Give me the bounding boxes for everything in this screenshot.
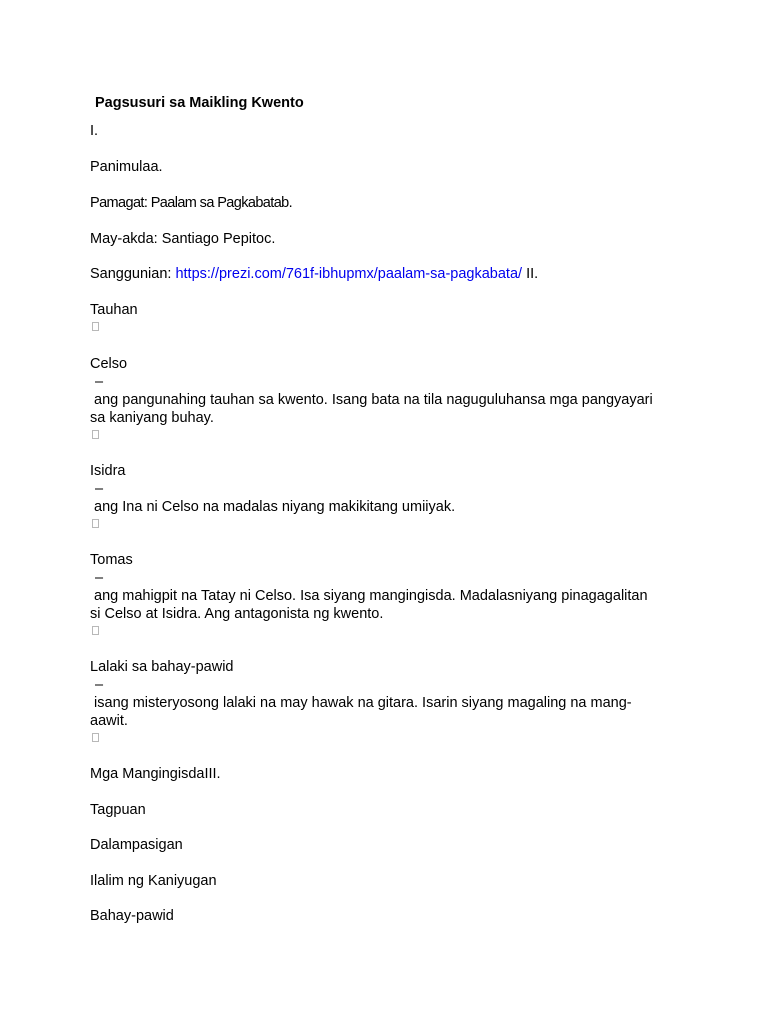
character-name-celso: Celso	[90, 356, 128, 372]
character-desc-lalaki-text1: isang misteryosong lalaki na may hawak na gitara. Isarin siyang magaling na mang-	[94, 695, 632, 711]
section-number-one: I.	[90, 123, 99, 139]
setting-item: Bahay-pawid	[90, 908, 174, 924]
story-title-line: Pamagat: Paalam sa Pagkabatab.	[90, 195, 293, 211]
character-desc-lalaki-line2: aawit.	[90, 713, 128, 729]
bullet-box-icon	[92, 733, 99, 742]
dash: –	[95, 570, 104, 586]
setting-item: Ilalim ng Kaniyugan	[90, 873, 217, 889]
character-desc-tomas-text1: ang mahigpit na Tatay ni Celso. Isa siyang mangingisda. Madalasniyang pinagagalitan	[94, 588, 648, 604]
bullet-box-icon	[92, 519, 99, 528]
source-line	[90, 265, 538, 283]
fishermen-line: Mga MangingisdaIII.	[90, 766, 221, 782]
bullet-box-icon	[92, 430, 99, 439]
intro-heading: Panimulaa.	[90, 159, 163, 175]
character-desc-celso-line2: sa kaniyang buhay.	[90, 410, 214, 426]
character-name-isidra: Isidra	[90, 463, 126, 479]
setting-item: Dalampasigan	[90, 837, 183, 853]
character-desc-isidra-text1: ang Ina ni Celso na madalas niyang makikitang umiiyak.	[94, 499, 456, 515]
setting-heading: Tagpuan	[90, 802, 146, 818]
source-label: Sanggunian:	[90, 266, 172, 282]
character-desc-lalaki-line1	[90, 694, 632, 712]
dash: –	[95, 677, 104, 693]
bullet-box-icon	[92, 322, 99, 331]
source-link[interactable]: https://prezi.com/761f-ibhupmx/paalam-sa-pagkabata/	[175, 266, 523, 282]
character-desc-tomas-line1	[90, 587, 648, 605]
character-desc-celso-text1: ang pangunahing tauhan sa kwento. Isang bata na tila naguguluhansa mga pangyayari	[94, 392, 653, 408]
bullet-box-icon	[92, 626, 99, 635]
character-desc-isidra-line1	[90, 498, 455, 516]
dash: –	[95, 481, 104, 497]
source-suffix: II.	[522, 266, 539, 282]
character-desc-tomas-line2: si Celso at Isidra. Ang antagonista ng kwento.	[90, 606, 384, 622]
character-desc-celso-line1	[90, 391, 653, 409]
document-title: Pagsusuri sa Maikling Kwento	[95, 95, 304, 111]
author-line: May-akda: Santiago Pepitoc.	[90, 231, 276, 247]
dash: –	[95, 374, 104, 390]
character-name-tomas: Tomas	[90, 552, 133, 568]
characters-heading: Tauhan	[90, 302, 138, 318]
character-name-lalaki: Lalaki sa bahay-pawid	[90, 659, 234, 675]
